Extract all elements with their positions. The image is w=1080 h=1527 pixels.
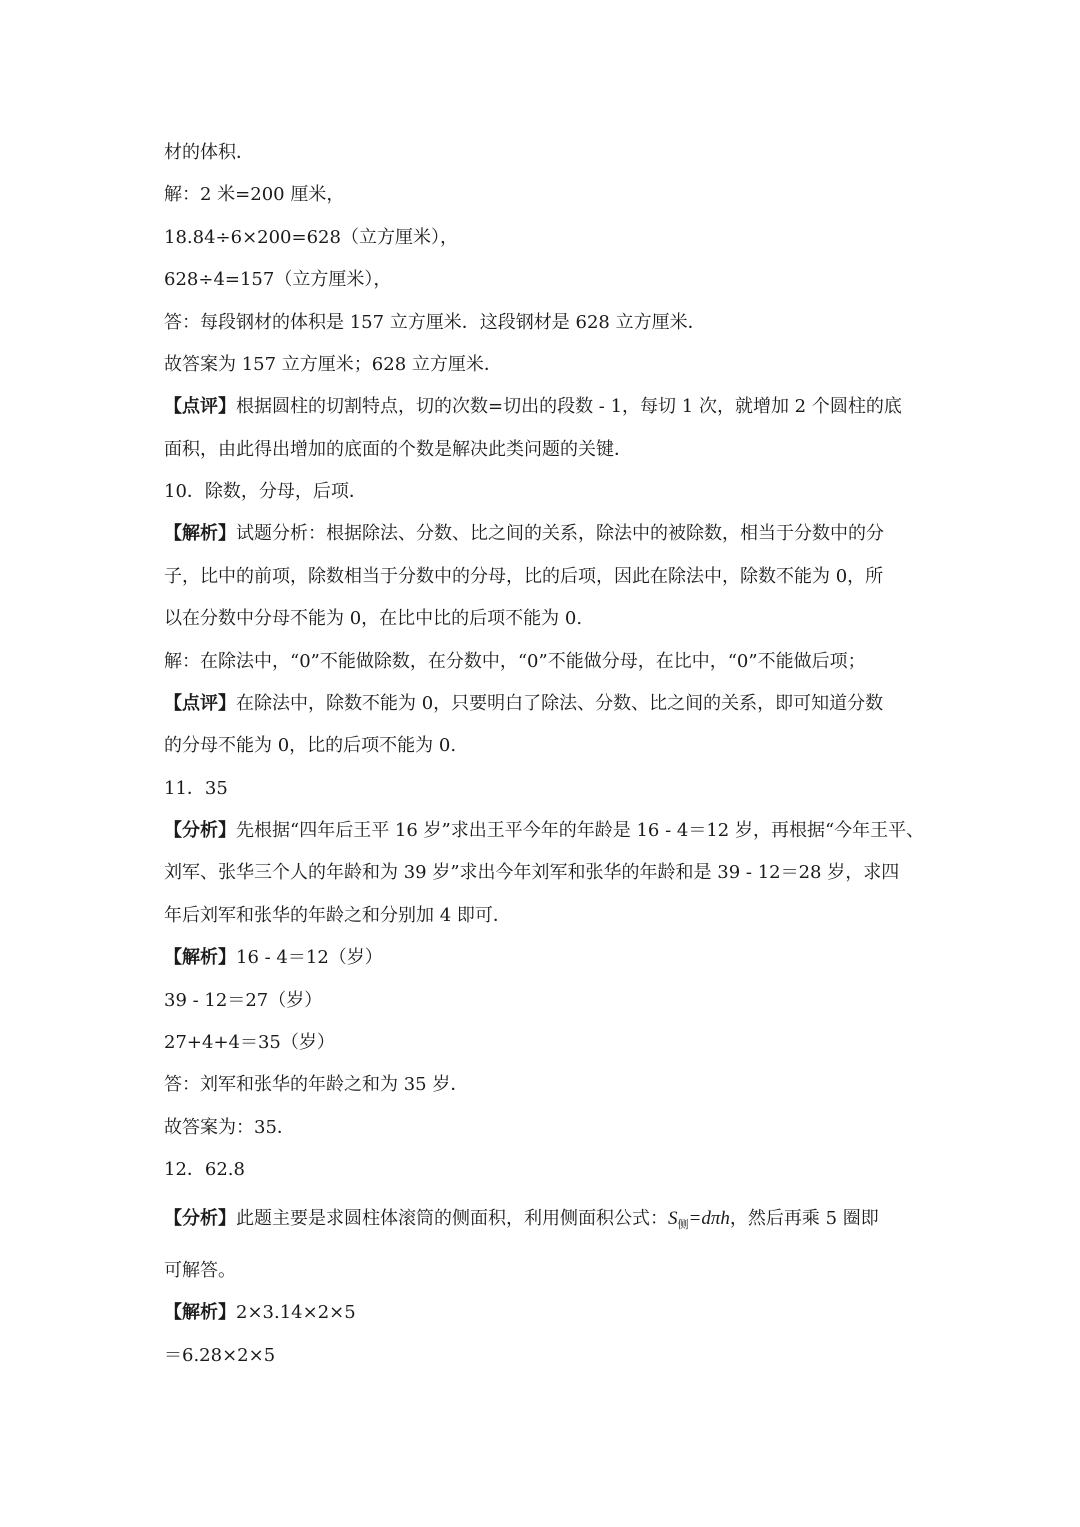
question-heading: 11．35 (164, 778, 228, 799)
section-tag: 【分析】 (164, 1208, 236, 1229)
section-tag: 【分析】 (164, 820, 236, 841)
analysis-paragraph (164, 1207, 924, 1237)
text-line: 子，比中的前项，除数相当于分数中的分母，比的后项，因此在除法中，除数不能为 0，所 (164, 566, 884, 587)
section-tag: 【解析】 (164, 523, 236, 544)
text-span: 试题分析：根据除法、分数、比之间的关系，除法中的被除数，相当于分数中的分 (236, 523, 884, 544)
lateral-area-formula (668, 1208, 730, 1229)
text-line: 答：刘军和张华的年龄之和为 35 岁． (164, 1074, 469, 1095)
text-line: 年后刘军和张华的年龄之和分别加 4 即可． (164, 905, 511, 926)
text-line: 18.84÷6×200=628（立方厘米）， (164, 227, 458, 248)
text-line: 27+4+4＝35（岁） (164, 1032, 335, 1053)
text-line: 故答案为：35． (164, 1117, 295, 1138)
text-line: 以在分数中分母不能为 0，在比中比的后项不能为 0. (164, 608, 583, 629)
section-tag: 【点评】 (164, 693, 236, 714)
text-span: 在除法中，除数不能为 0，只要明白了除法、分数、比之间的关系，即可知道分数 (236, 693, 884, 714)
formula-subscript: 侧 (677, 1219, 689, 1231)
text-line: 解：2 米=200 厘米， (164, 184, 345, 205)
comment-paragraph (164, 692, 924, 716)
text-line: 可解答。 (164, 1260, 236, 1281)
text-span: ，然后再乘 5 圈即 (729, 1208, 879, 1229)
section-tag: 【解析】 (164, 947, 236, 968)
text-line: 刘军、张华三个人的年龄和为 39 岁”求出今年刘军和张华的年龄和是 39 - 12＝28 岁，求四 (164, 862, 900, 883)
text-span: 根据圆柱的切割特点，切的次数=切出的段数 - 1，每切 1 次，就增加 2 个圆柱的底 (236, 396, 902, 417)
text-line: ＝6.28×2×5 (164, 1345, 276, 1366)
text-line: 39 - 12＝27（岁） (164, 990, 323, 1011)
section-tag: 【点评】 (164, 396, 236, 417)
text-span: 先根据“四年后王平 16 岁”求出王平今年的年龄是 16 - 4＝12 岁，再根据“今年王平、 (236, 820, 925, 841)
text-line: 的分母不能为 0，比的后项不能为 0. (164, 735, 457, 756)
text-span: 16 - 4＝12（岁） (236, 947, 383, 968)
text-line: 材的体积． (164, 142, 254, 163)
formula-symbol: S (668, 1208, 678, 1229)
question-heading: 12．62.8 (164, 1159, 245, 1180)
text-line: 面积，由此得出增加的底面的个数是解决此类问题的关键． (164, 439, 632, 460)
analysis-paragraph (164, 819, 924, 843)
text-span: 此题主要是求圆柱体滚筒的侧面积，利用侧面积公式： (236, 1208, 668, 1229)
analysis-paragraph (164, 522, 924, 546)
text-span: 2×3.14×2×5 (236, 1302, 356, 1323)
solution-paragraph (164, 1301, 924, 1325)
text-line: 故答案为 157 立方厘米；628 立方厘米． (164, 354, 502, 375)
text-line: 628÷4=157（立方厘米）， (164, 269, 392, 290)
section-tag: 【解析】 (164, 1302, 236, 1323)
formula-expression: =dπh (688, 1208, 730, 1229)
text-line: 解：在除法中，“0”不能做除数，在分数中，“0”不能做分母，在比中，“0”不能做后项； (164, 651, 866, 672)
text-line: 答：每段钢材的体积是 157 立方厘米．这段钢材是 628 立方厘米． (164, 312, 706, 333)
solution-paragraph (164, 946, 924, 970)
comment-paragraph (164, 395, 924, 419)
question-heading: 10．除数，分母，后项． (164, 481, 367, 502)
